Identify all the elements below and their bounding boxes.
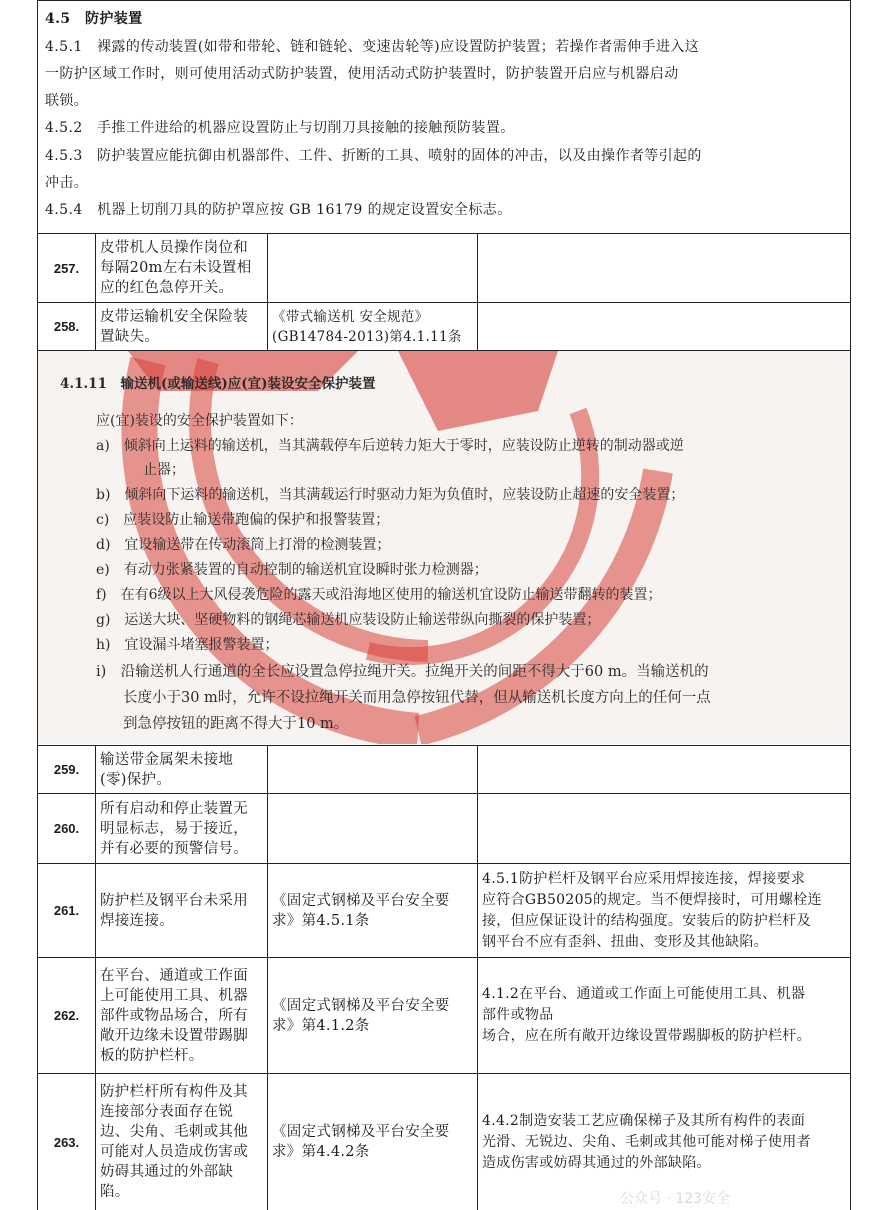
row-number: 263. xyxy=(53,1134,80,1150)
standard-intro: 应(宜)装设的安全保护装置如下： xyxy=(96,413,303,429)
clause-4-5-3-line2: 冲击。 xyxy=(45,175,89,191)
detail-cell: 4.4.2制造安装工艺应确保梯子及其所有构件的表面 光滑、无锐边、尖角、毛刺或其他可能对梯子使用者 造成伤害或妨碍其通过的外部缺陷。 xyxy=(482,1112,811,1171)
detail-cell xyxy=(478,794,850,863)
basis-cell: 《固定式钢梯及平台安全要 求》第4.1.2条 xyxy=(272,997,450,1034)
basis-cell: 《带式输送机 安全规范》 (GB14784-2013)第4.1.11条 xyxy=(272,308,462,345)
row-number: 260. xyxy=(53,821,80,836)
basis-cell: 《固定式钢梯及平台安全要 求》第4.4.2条 xyxy=(272,1124,450,1160)
clause-4-5-3-line1: 4.5.3 防护装置应能抗御由机器部件、工件、折断的工具、喷射的固体的冲击，以及由操作者等引起的 xyxy=(45,148,702,164)
detail-cell: 4.1.2在平台、通道或工作面上可能使用工具、机器 部件或物品 场合，应在所有敞开边缘设置带踢脚板的防护栏杆。 xyxy=(482,986,811,1044)
row-number: 259. xyxy=(53,762,80,777)
standard-title: 4.1.11 输送机(或输送线)应(宜)装设安全保护装置 xyxy=(60,376,376,392)
watermark-text: 公众号 · 123安全 xyxy=(620,1191,731,1207)
clause-4-5-2: 4.5.2 手推工件进给的机器应设置防止与切削刀具接触的接触预防装置。 xyxy=(45,120,515,136)
item-i-line2: 长度小于30 m时，允许不设拉绳开关而用急停按钮代替，但从输送机长度方向上的任何一点 xyxy=(123,690,711,706)
row-number: 261. xyxy=(53,903,80,918)
item-g: g) 运送大块、坚硬物料的钢绳芯输送机应装设防止输送带纵向撕裂的保护装置； xyxy=(96,612,601,628)
item-f: f) 在有6级以上大风侵袭危险的露天或沿海地区使用的输送机宜设防止输送带翻转的装置； xyxy=(96,587,662,603)
issue-cell: 所有启动和停止装置无 明显标志，易于接近， 并有必要的预警信号。 xyxy=(100,800,248,857)
item-b: b) 倾斜向下运料的输送机，当其满载运行时驱动力矩为负值时，应装设防止超速的安全装置； xyxy=(96,487,685,503)
basis-cell xyxy=(268,746,477,793)
clause-4-5-1-line2: 一防护区域工作时，则可使用活动式防护装置，使用活动式防护装置时，防护装置开启应与机器启动 xyxy=(45,66,679,82)
item-e: e) 有动力张紧装置的自动控制的输送机宜设瞬时张力检测器； xyxy=(96,562,488,578)
standard-section-4-5 xyxy=(45,6,845,232)
basis-cell xyxy=(268,794,477,863)
item-h: h) 宜设漏斗堵塞报警装置； xyxy=(96,637,279,653)
detail-cell: 4.5.1防护栏杆及钢平台应采用焊接连接，焊接要求 应符合GB50205的规定。当不便焊接时，可用螺栓连 接，但应保证设计的结构强度。安装后的防护栏杆及 钢平台不应有歪斜、扭曲、变形及其他缺陷。 xyxy=(482,870,822,950)
row-number: 257. xyxy=(53,260,80,276)
item-i-line3: 到急停按钮的距离不得大于10 m。 xyxy=(123,716,349,732)
basis-cell: 《固定式钢梯及平台安全要 求》第4.5.1条 xyxy=(272,892,450,929)
basis-cell xyxy=(268,234,477,302)
issue-cell: 防护栏杆所有构件及其 连接部分表面存在锐 边、尖角、毛刺或其他 可能对人员造成伤害或 妨碍其通过的外部缺 陷。 xyxy=(100,1084,248,1200)
row-number: 262. xyxy=(53,1008,80,1023)
clause-4-5-1-line1: 4.5.1 裸露的传动装置(如带和带轮、链和链轮、变速齿轮等)应设置防护装置；若操作者需伸手进入这 xyxy=(45,39,700,55)
item-a-line1: a) 倾斜向上运料的输送机，当其满载停车后逆转力矩大于零时，应装设防止逆转的制动器或逆 xyxy=(96,438,684,454)
detail-cell xyxy=(478,303,850,350)
issue-cell: 皮带运输机安全保险装 置缺失。 xyxy=(100,308,248,345)
issue-cell: 输送带金属架未接地 (零)保护。 xyxy=(100,751,234,788)
issue-cell: 皮带机人员操作岗位和 每隔20m左右未设置相 应的红色急停开关。 xyxy=(100,240,252,296)
row-number: 258. xyxy=(53,319,80,334)
issue-cell: 防护栏及钢平台未采用 焊接连接。 xyxy=(100,892,248,929)
detail-cell xyxy=(478,746,850,793)
detail-cell xyxy=(478,234,850,302)
clause-4-5-1-line3: 联锁。 xyxy=(45,93,89,109)
item-c: c) 应装设防止输送带跑偏的保护和报警装置； xyxy=(96,512,390,528)
section-heading: 4.5 防护装置 xyxy=(45,11,143,27)
item-a-line2: 止器； xyxy=(143,462,185,478)
item-d: d) 宜设输送带在传动滚筒上打滑的检测装置； xyxy=(96,537,391,553)
clause-4-5-4: 4.5.4 机器上切削刀具的防护罩应按 GB 16179 的规定设置安全标志。 xyxy=(45,202,512,218)
item-i-line1: i) 沿输送机人行通道的全长应设置急停拉绳开关。拉绳开关的间距不得大于60 m。当输送机的 xyxy=(96,664,709,680)
issue-cell: 在平台、通道或工作面 上可能使用工具、机器 部件或物品场合，所有 敞开边缘未设置带踢脚 板的防护栏杆。 xyxy=(100,967,248,1064)
